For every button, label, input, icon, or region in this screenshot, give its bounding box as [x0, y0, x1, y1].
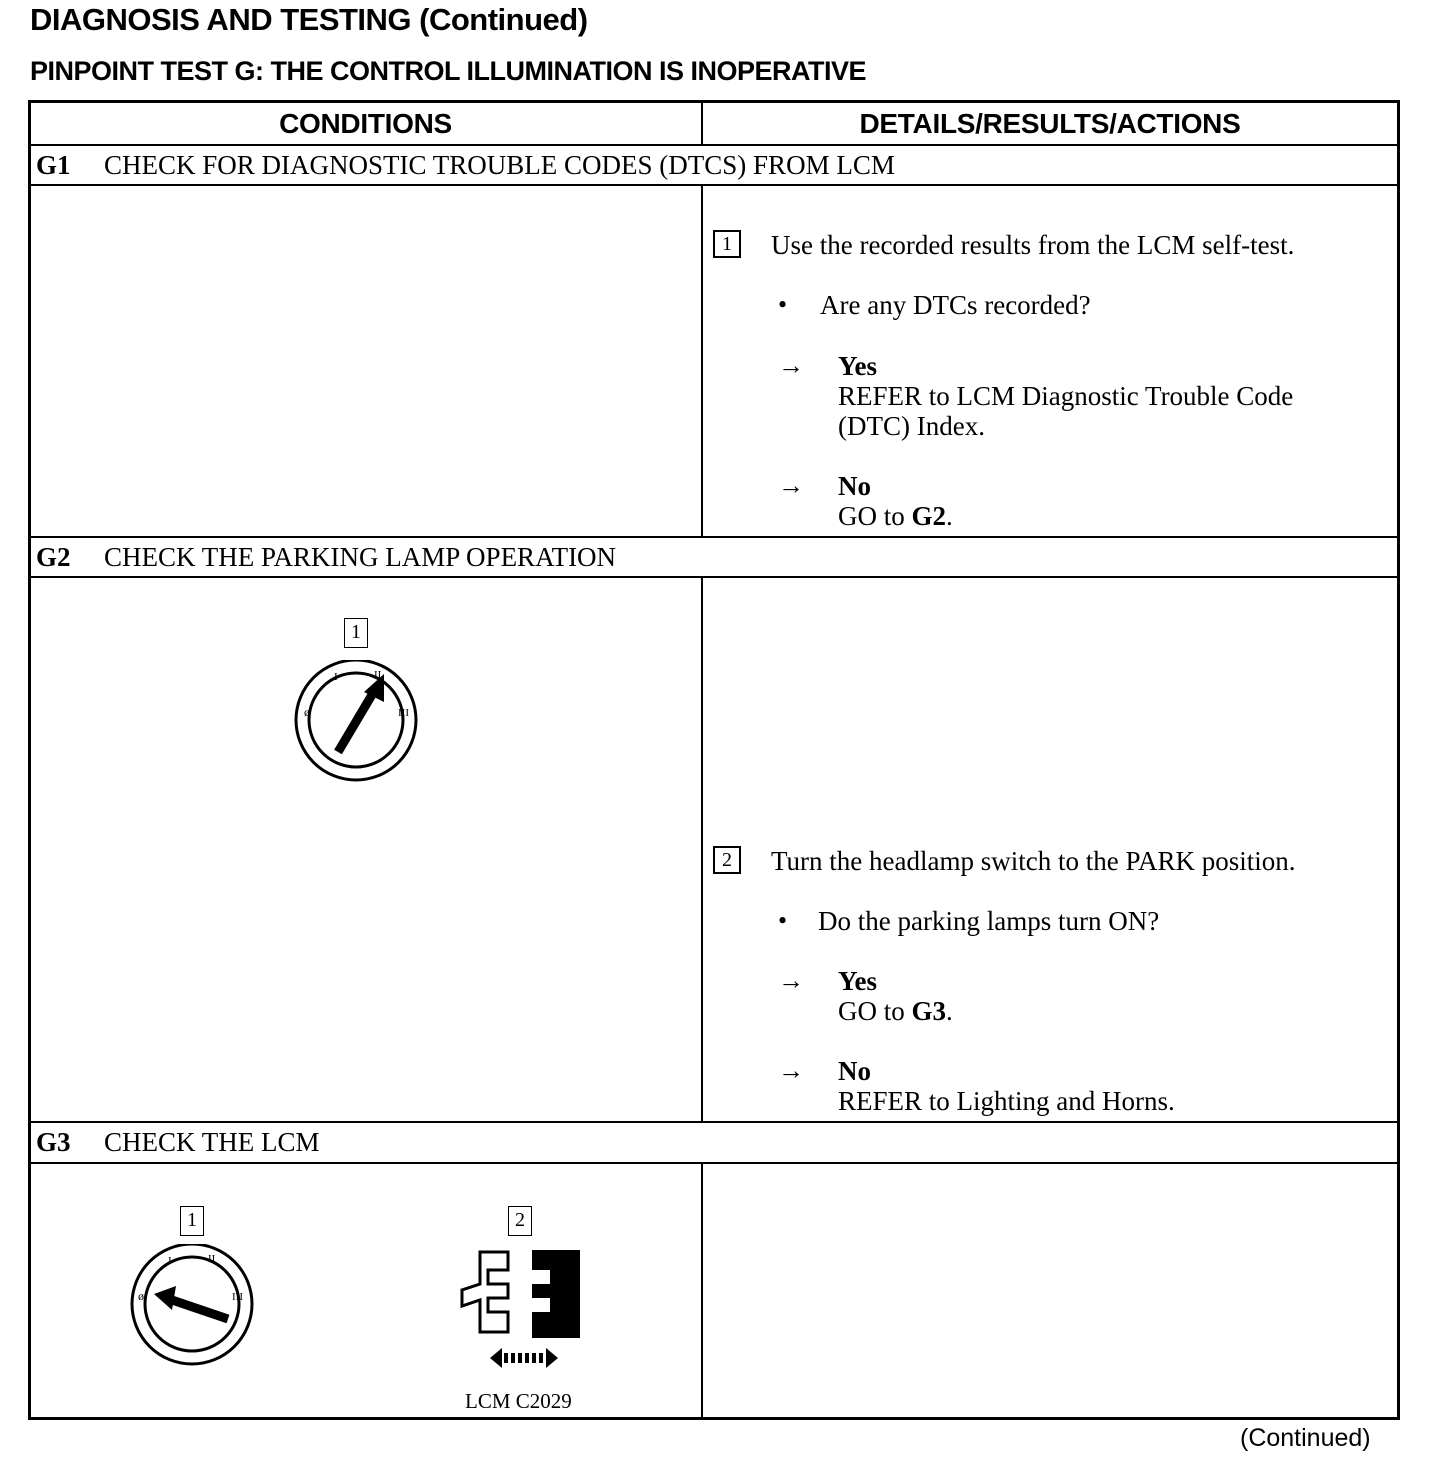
action-number: 1: [713, 230, 741, 258]
row-divider: [28, 184, 1400, 186]
figure-label: 1: [344, 618, 368, 648]
connector-label: LCM C2029: [465, 1389, 572, 1413]
arrow-right-icon: →: [778, 351, 804, 380]
svg-text:ø: ø: [304, 705, 310, 719]
details-header: DETAILS/RESULTS/ACTIONS: [859, 108, 1241, 139]
column-divider: [701, 576, 703, 1123]
yes-action: GO to G3.: [838, 996, 953, 1026]
svg-text:I: I: [168, 1255, 172, 1267]
no-label: No: [838, 471, 871, 501]
row-divider: [28, 144, 1400, 146]
column-divider: [701, 1162, 703, 1420]
column-divider: [701, 184, 703, 538]
step-title-text: CHECK FOR DIAGNOSTIC TROUBLE CODES (DTCS) FROM LCM: [104, 150, 895, 180]
row-divider: [28, 1121, 1400, 1123]
bullet-icon: •: [778, 906, 788, 935]
row-divider: [28, 1162, 1400, 1164]
step-title-g3: [36, 1125, 320, 1159]
yes-label: Yes: [838, 351, 877, 381]
table-border-left: [28, 100, 31, 1420]
step-code: G3: [36, 1127, 71, 1157]
table-border-top: [28, 100, 1400, 103]
svg-text:I: I: [334, 671, 338, 683]
question-text: Are any DTCs recorded?: [820, 290, 1091, 320]
row-divider: [28, 576, 1400, 578]
pinpoint-test-title: PINPOINT TEST G: THE CONTROL ILLUMINATION IS INOPERATIVE: [30, 56, 867, 86]
goto-link-g2[interactable]: G2: [911, 501, 947, 531]
table-border-bottom: [28, 1417, 1400, 1420]
action-text: Use the recorded results from the LCM self-test.: [771, 230, 1295, 260]
no-label: No: [838, 1056, 871, 1086]
action-text: Turn the headlamp switch to the PARK position.: [771, 846, 1296, 876]
svg-text:III: III: [232, 1291, 243, 1303]
yes-action-line: (DTC) Index.: [838, 411, 985, 441]
question-text: Do the parking lamps turn ON?: [818, 906, 1160, 936]
bullet-icon: •: [778, 290, 788, 319]
no-action: GO to G2.: [838, 501, 953, 531]
no-action-line: REFER to Lighting and Horns.: [838, 1086, 1175, 1116]
arrow-right-icon: →: [778, 471, 804, 500]
step-title-g2: [36, 540, 616, 574]
step-code: G2: [36, 542, 71, 572]
svg-text:II: II: [208, 1253, 216, 1265]
goto-link-g3[interactable]: G3: [911, 996, 947, 1026]
yes-action-line: REFER to LCM Diagnostic Trouble Code: [838, 381, 1294, 411]
svg-text:II: II: [374, 669, 382, 681]
action-number: 2: [713, 846, 741, 874]
table-border-right: [1397, 100, 1400, 1420]
step-title-text: CHECK THE PARKING LAMP OPERATION: [104, 542, 617, 572]
arrow-right-icon: →: [778, 966, 804, 995]
step-title-g1: [36, 148, 895, 182]
row-divider: [28, 536, 1400, 538]
page-title: DIAGNOSIS AND TESTING (Continued): [30, 2, 588, 37]
ignition-switch-icon: [290, 660, 422, 788]
yes-label: Yes: [838, 966, 877, 996]
step-code: G1: [36, 150, 71, 180]
continued-footer: (Continued): [1240, 1424, 1371, 1452]
step-title-text: CHECK THE LCM: [104, 1127, 320, 1157]
ignition-switch-icon: [126, 1244, 258, 1372]
svg-text:ø: ø: [138, 1289, 144, 1303]
figure-label: 1: [180, 1206, 204, 1236]
arrow-right-icon: →: [778, 1056, 804, 1085]
conditions-header: CONDITIONS: [279, 108, 452, 139]
figure-label: 2: [508, 1206, 532, 1236]
svg-text:III: III: [398, 707, 409, 719]
connector-icon: [454, 1248, 588, 1372]
